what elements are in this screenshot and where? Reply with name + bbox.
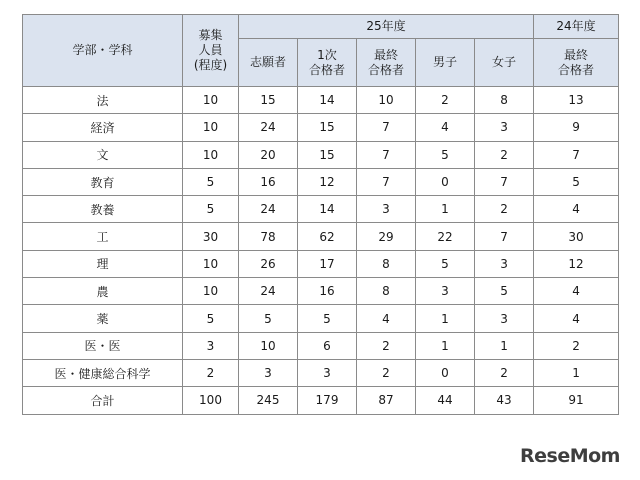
cell-first-pass: 15 [298, 114, 357, 141]
header-final-pass-24-line1: 最終 [564, 47, 589, 62]
header-final-pass-line2: 合格者 [367, 62, 404, 77]
cell-applicants: 20 [239, 141, 298, 168]
cell-final-pass: 7 [357, 114, 416, 141]
cell-total-applicants: 245 [239, 387, 298, 414]
cell-first-pass: 15 [298, 141, 357, 168]
cell-dept: 薬 [23, 305, 183, 332]
header-year-24-label: 24年度 [556, 19, 596, 33]
cell-final-pass-24: 4 [534, 278, 619, 305]
header-final-pass-line1: 最終 [373, 47, 398, 62]
cell-final-pass-24: 5 [534, 168, 619, 195]
cell-final-pass-24: 7 [534, 141, 619, 168]
cell-female: 5 [475, 278, 534, 305]
cell-female: 3 [475, 305, 534, 332]
table-row [23, 359, 619, 386]
cell-final-pass: 2 [357, 332, 416, 359]
cell-applicants: 78 [239, 223, 298, 250]
cell-dept: 教育 [23, 168, 183, 195]
header-first-pass-line1: 1次 [317, 47, 337, 62]
cell-total-quota: 100 [183, 387, 239, 414]
cell-male: 1 [416, 305, 475, 332]
cell-final-pass-24: 30 [534, 223, 619, 250]
table-row [23, 278, 619, 305]
cell-quota: 10 [183, 250, 239, 277]
header-female-label: 女子 [492, 55, 517, 69]
cell-quota: 10 [183, 114, 239, 141]
cell-applicants: 16 [239, 168, 298, 195]
cell-dept: 法 [23, 87, 183, 114]
admissions-table-container [22, 14, 618, 415]
header-quota-line2: 人員 [198, 43, 223, 57]
header-applicants [239, 39, 298, 87]
cell-male: 5 [416, 250, 475, 277]
cell-first-pass: 3 [298, 359, 357, 386]
cell-male: 0 [416, 359, 475, 386]
cell-first-pass: 14 [298, 87, 357, 114]
header-year-25-label: 25年度 [366, 19, 406, 33]
header-female [475, 39, 534, 87]
cell-final-pass: 8 [357, 250, 416, 277]
header-first-pass-line2: 合格者 [308, 62, 345, 77]
cell-female: 3 [475, 250, 534, 277]
table-row [23, 87, 619, 114]
cell-male: 1 [416, 196, 475, 223]
cell-male: 1 [416, 332, 475, 359]
cell-quota: 10 [183, 87, 239, 114]
cell-total-male: 44 [416, 387, 475, 414]
table-row [23, 305, 619, 332]
cell-dept: 農 [23, 278, 183, 305]
cell-male: 3 [416, 278, 475, 305]
cell-applicants: 10 [239, 332, 298, 359]
cell-final-pass-24: 2 [534, 332, 619, 359]
table-row [23, 250, 619, 277]
cell-first-pass: 16 [298, 278, 357, 305]
cell-final-pass-24: 4 [534, 305, 619, 332]
header-quota-line1: 募集 [198, 28, 223, 42]
cell-female: 8 [475, 87, 534, 114]
cell-first-pass: 12 [298, 168, 357, 195]
cell-applicants: 24 [239, 114, 298, 141]
cell-female: 7 [475, 223, 534, 250]
cell-dept: 医・健康総合科学 [23, 359, 183, 386]
cell-final-pass-24: 12 [534, 250, 619, 277]
header-quota [183, 15, 239, 87]
cell-first-pass: 14 [298, 196, 357, 223]
cell-first-pass: 17 [298, 250, 357, 277]
admissions-table [22, 14, 619, 415]
cell-first-pass: 62 [298, 223, 357, 250]
cell-applicants: 24 [239, 278, 298, 305]
cell-total-label: 合計 [23, 387, 183, 414]
cell-final-pass: 29 [357, 223, 416, 250]
cell-total-first-pass: 179 [298, 387, 357, 414]
header-year-25 [239, 15, 534, 39]
cell-male: 5 [416, 141, 475, 168]
cell-first-pass: 5 [298, 305, 357, 332]
header-final-pass-24 [534, 39, 619, 87]
table-row [23, 168, 619, 195]
cell-female: 2 [475, 196, 534, 223]
cell-applicants: 24 [239, 196, 298, 223]
cell-male: 2 [416, 87, 475, 114]
header-male [416, 39, 475, 87]
cell-final-pass: 8 [357, 278, 416, 305]
header-first-pass [298, 39, 357, 87]
cell-female: 1 [475, 332, 534, 359]
cell-quota: 5 [183, 305, 239, 332]
cell-male: 4 [416, 114, 475, 141]
table-row [23, 114, 619, 141]
cell-applicants: 26 [239, 250, 298, 277]
table-row [23, 223, 619, 250]
cell-quota: 10 [183, 141, 239, 168]
cell-total-final-pass: 87 [357, 387, 416, 414]
cell-dept: 医・医 [23, 332, 183, 359]
cell-dept: 経済 [23, 114, 183, 141]
cell-final-pass-24: 13 [534, 87, 619, 114]
cell-applicants: 3 [239, 359, 298, 386]
header-dept [23, 15, 183, 87]
cell-final-pass: 3 [357, 196, 416, 223]
cell-female: 3 [475, 114, 534, 141]
cell-quota: 10 [183, 278, 239, 305]
resemom-logo-text: ReseMom [520, 445, 620, 467]
table-total-row [23, 387, 619, 414]
header-dept-label: 学部・学科 [72, 43, 133, 57]
header-applicants-label: 志願者 [249, 55, 286, 69]
cell-quota: 3 [183, 332, 239, 359]
cell-female: 2 [475, 141, 534, 168]
table-row [23, 141, 619, 168]
cell-final-pass: 10 [357, 87, 416, 114]
header-final-pass-24-line2: 合格者 [558, 62, 595, 77]
header-male-label: 男子 [432, 55, 457, 69]
cell-first-pass: 6 [298, 332, 357, 359]
cell-dept: 文 [23, 141, 183, 168]
table-row [23, 196, 619, 223]
cell-female: 7 [475, 168, 534, 195]
resemom-logo [520, 440, 626, 472]
cell-final-pass-24: 1 [534, 359, 619, 386]
cell-male: 22 [416, 223, 475, 250]
cell-quota: 30 [183, 223, 239, 250]
cell-dept: 理 [23, 250, 183, 277]
header-final-pass [357, 39, 416, 87]
header-year-24 [534, 15, 619, 39]
cell-final-pass-24: 9 [534, 114, 619, 141]
header-quota-line3: (程度) [193, 58, 228, 72]
cell-quota: 5 [183, 196, 239, 223]
cell-male: 0 [416, 168, 475, 195]
cell-dept: 教養 [23, 196, 183, 223]
cell-final-pass-24: 4 [534, 196, 619, 223]
cell-total-female: 43 [475, 387, 534, 414]
cell-female: 2 [475, 359, 534, 386]
cell-quota: 2 [183, 359, 239, 386]
table-body [23, 87, 619, 415]
cell-dept: 工 [23, 223, 183, 250]
cell-applicants: 15 [239, 87, 298, 114]
cell-final-pass: 7 [357, 168, 416, 195]
cell-quota: 5 [183, 168, 239, 195]
table-row [23, 332, 619, 359]
cell-total-final-pass-24: 91 [534, 387, 619, 414]
cell-final-pass: 2 [357, 359, 416, 386]
cell-final-pass: 7 [357, 141, 416, 168]
cell-applicants: 5 [239, 305, 298, 332]
cell-final-pass: 4 [357, 305, 416, 332]
